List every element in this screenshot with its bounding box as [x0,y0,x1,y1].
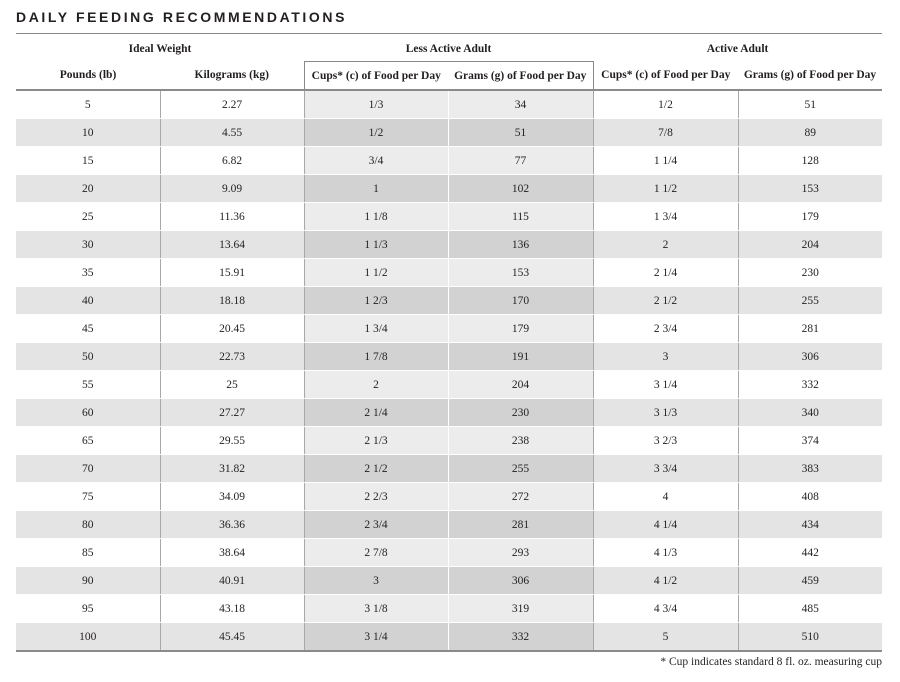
pounds-cell: 90 [16,567,160,595]
active-cups-cell: 7/8 [593,119,738,147]
less-active-grams-cell: 136 [448,231,593,259]
pounds-cell: 10 [16,119,160,147]
less-active-grams-cell: 179 [448,315,593,343]
active-grams-cell: 383 [738,455,882,483]
less-active-cups-cell: 1 [304,175,448,203]
less-active-cups-cell: 3 [304,567,448,595]
less-active-grams-cell: 306 [448,567,593,595]
pounds-cell: 35 [16,259,160,287]
kilograms-cell: 31.82 [160,455,304,483]
group-header-less-active-adult: Less Active Adult [304,36,593,62]
active-cups-cell: 4 3/4 [593,595,738,623]
table-row [16,119,882,147]
pounds-cell: 70 [16,455,160,483]
active-cups-cell: 1/2 [593,90,738,119]
kilograms-cell: 6.82 [160,147,304,175]
kilograms-cell: 4.55 [160,119,304,147]
less-active-cups-cell: 2 1/4 [304,399,448,427]
active-grams-cell: 442 [738,539,882,567]
active-cups-cell: 3 2/3 [593,427,738,455]
kilograms-cell: 27.27 [160,399,304,427]
table-row [16,203,882,231]
active-cups-cell: 4 [593,483,738,511]
kilograms-cell: 13.64 [160,231,304,259]
less-active-cups-cell: 1/3 [304,90,448,119]
less-active-grams-cell: 191 [448,343,593,371]
less-active-grams-cell: 204 [448,371,593,399]
less-active-cups-cell: 3 1/8 [304,595,448,623]
pounds-cell: 65 [16,427,160,455]
table-row [16,371,882,399]
active-grams-cell: 153 [738,175,882,203]
active-grams-cell: 128 [738,147,882,175]
pounds-cell: 15 [16,147,160,175]
active-cups-cell: 3 [593,343,738,371]
active-grams-cell: 434 [738,511,882,539]
less-active-grams-cell: 255 [448,455,593,483]
active-grams-cell: 204 [738,231,882,259]
feeding-table [16,36,882,652]
column-header-less-active-cups: Cups* (c) of Food per Day [304,62,448,91]
kilograms-cell: 40.91 [160,567,304,595]
table-row [16,427,882,455]
footnote: * Cup indicates standard 8 fl. oz. measuring cup [660,656,882,668]
less-active-cups-cell: 1 3/4 [304,315,448,343]
less-active-cups-cell: 1 1/2 [304,259,448,287]
less-active-grams-cell: 293 [448,539,593,567]
pounds-cell: 75 [16,483,160,511]
kilograms-cell: 11.36 [160,203,304,231]
active-grams-cell: 485 [738,595,882,623]
kilograms-cell: 25 [160,371,304,399]
active-grams-cell: 510 [738,623,882,652]
kilograms-cell: 18.18 [160,287,304,315]
kilograms-cell: 22.73 [160,343,304,371]
kilograms-cell: 38.64 [160,539,304,567]
table-row [16,147,882,175]
kilograms-cell: 29.55 [160,427,304,455]
pounds-cell: 100 [16,623,160,652]
less-active-cups-cell: 1/2 [304,119,448,147]
table-row [16,455,882,483]
active-cups-cell: 2 1/2 [593,287,738,315]
table-row [16,90,882,119]
table-row [16,175,882,203]
active-cups-cell: 1 1/4 [593,147,738,175]
less-active-grams-cell: 238 [448,427,593,455]
column-header-kilograms: Kilograms (kg) [160,62,304,91]
less-active-grams-cell: 115 [448,203,593,231]
active-grams-cell: 89 [738,119,882,147]
table-row [16,595,882,623]
table-row [16,567,882,595]
active-cups-cell: 2 1/4 [593,259,738,287]
pounds-cell: 80 [16,511,160,539]
kilograms-cell: 2.27 [160,90,304,119]
active-cups-cell: 3 3/4 [593,455,738,483]
pounds-cell: 95 [16,595,160,623]
kilograms-cell: 15.91 [160,259,304,287]
active-cups-cell: 2 3/4 [593,315,738,343]
less-active-cups-cell: 2 3/4 [304,511,448,539]
pounds-cell: 85 [16,539,160,567]
table-row [16,399,882,427]
group-header-ideal-weight: Ideal Weight [128,42,192,55]
pounds-cell: 5 [16,90,160,119]
table-row [16,343,882,371]
less-active-cups-cell: 1 2/3 [304,287,448,315]
column-header-less-active-grams: Grams (g) of Food per Day [448,62,593,91]
active-cups-cell: 3 1/4 [593,371,738,399]
less-active-grams-cell: 230 [448,399,593,427]
less-active-cups-cell: 3 1/4 [304,623,448,652]
kilograms-cell: 45.45 [160,623,304,652]
active-cups-cell: 2 [593,231,738,259]
title-rule [16,33,882,34]
kilograms-cell: 9.09 [160,175,304,203]
active-cups-cell: 1 3/4 [593,203,738,231]
pounds-cell: 30 [16,231,160,259]
active-grams-cell: 230 [738,259,882,287]
active-grams-cell: 255 [738,287,882,315]
active-cups-cell: 1 1/2 [593,175,738,203]
pounds-cell: 45 [16,315,160,343]
column-header-pounds: Pounds (lb) [16,62,160,91]
kilograms-cell: 34.09 [160,483,304,511]
pounds-cell: 50 [16,343,160,371]
pounds-cell: 25 [16,203,160,231]
less-active-grams-cell: 281 [448,511,593,539]
pounds-cell: 40 [16,287,160,315]
pounds-cell: 55 [16,371,160,399]
less-active-grams-cell: 153 [448,259,593,287]
active-cups-cell: 4 1/2 [593,567,738,595]
less-active-grams-cell: 34 [448,90,593,119]
active-grams-cell: 459 [738,567,882,595]
column-header-active-grams: Grams (g) of Food per Day [738,62,882,91]
table-row [16,259,882,287]
active-grams-cell: 306 [738,343,882,371]
less-active-cups-cell: 2 1/2 [304,455,448,483]
active-grams-cell: 340 [738,399,882,427]
less-active-cups-cell: 2 [304,371,448,399]
active-cups-cell: 5 [593,623,738,652]
active-grams-cell: 51 [738,90,882,119]
kilograms-cell: 43.18 [160,595,304,623]
active-grams-cell: 374 [738,427,882,455]
column-header-active-cups: Cups* (c) of Food per Day [593,62,738,91]
table-row [16,511,882,539]
active-cups-cell: 4 1/4 [593,511,738,539]
table-row [16,483,882,511]
group-header-active-adult: Active Adult [706,42,769,55]
active-grams-cell: 332 [738,371,882,399]
less-active-cups-cell: 2 7/8 [304,539,448,567]
less-active-cups-cell: 1 1/3 [304,231,448,259]
table-row [16,287,882,315]
pounds-cell: 60 [16,399,160,427]
active-grams-cell: 281 [738,315,882,343]
less-active-grams-cell: 170 [448,287,593,315]
active-cups-cell: 4 1/3 [593,539,738,567]
less-active-cups-cell: 1 7/8 [304,343,448,371]
less-active-grams-cell: 77 [448,147,593,175]
table-row [16,231,882,259]
table-row [16,539,882,567]
kilograms-cell: 36.36 [160,511,304,539]
less-active-cups-cell: 2 1/3 [304,427,448,455]
less-active-grams-cell: 332 [448,623,593,652]
page-title: DAILY FEEDING RECOMMENDATIONS [16,9,348,25]
less-active-cups-cell: 2 2/3 [304,483,448,511]
active-grams-cell: 179 [738,203,882,231]
table-body [16,90,882,651]
active-cups-cell: 3 1/3 [593,399,738,427]
less-active-grams-cell: 51 [448,119,593,147]
active-grams-cell: 408 [738,483,882,511]
pounds-cell: 20 [16,175,160,203]
less-active-grams-cell: 319 [448,595,593,623]
table-row [16,623,882,652]
table-row [16,315,882,343]
less-active-cups-cell: 1 1/8 [304,203,448,231]
less-active-grams-cell: 272 [448,483,593,511]
kilograms-cell: 20.45 [160,315,304,343]
less-active-grams-cell: 102 [448,175,593,203]
less-active-cups-cell: 3/4 [304,147,448,175]
